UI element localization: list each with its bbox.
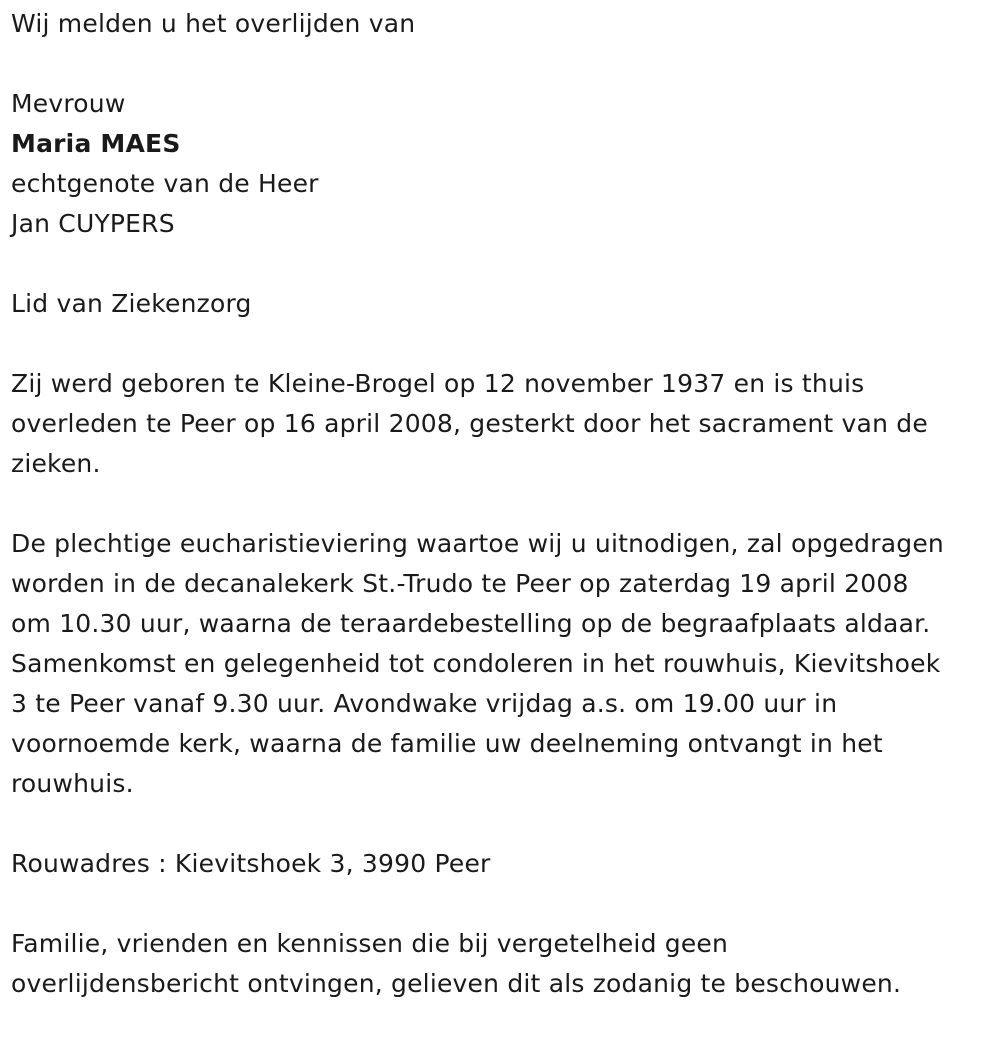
spacer [11, 804, 995, 844]
birth-death-paragraph [11, 364, 995, 484]
text-line: om 10.30 uur, waarna de teraardebestelling op de begraafplaats aldaar. [11, 609, 931, 638]
text-line: rouwhuis. [11, 769, 134, 798]
text-line: Samenkomst en gelegenheid tot condoleren in het rouwhuis, Kievitshoek [11, 649, 941, 678]
text-line: De plechtige eucharistieviering waartoe wij u uitnodigen, zal opgedragen [11, 529, 944, 558]
spacer [11, 324, 995, 364]
ceremony-paragraph [11, 524, 995, 804]
text-line: Zij werd geboren te Kleine-Brogel op 12 november 1937 en is thuis [11, 369, 865, 398]
text-line: 3 te Peer vanaf 9.30 uur. Avondwake vrijdag a.s. om 19.00 uur in [11, 689, 838, 718]
spacer [11, 44, 995, 84]
salutation: Mevrouw [11, 89, 126, 118]
deceased-name: Maria MAES [11, 129, 181, 158]
text-line: voornoemde kerk, waarna de familie uw deelneming ontvangt in het [11, 729, 883, 758]
text-line: worden in de decanalekerk St.-Trudo te Peer op zaterdag 19 april 2008 [11, 569, 909, 598]
spouse-name: Jan CUYPERS [11, 209, 175, 238]
text-line: Familie, vrienden en kennissen die bij vergetelheid geen [11, 929, 729, 958]
membership-line: Lid van Ziekenzorg [11, 289, 252, 318]
spacer [11, 244, 995, 284]
relation-line: echtgenote van de Heer [11, 169, 319, 198]
text-line: zieken. [11, 449, 101, 478]
intro-line: Wij melden u het overlijden van [11, 9, 416, 38]
closing-paragraph [11, 924, 995, 1004]
death-notice [11, 4, 995, 1004]
spacer [11, 884, 995, 924]
spacer [11, 484, 995, 524]
address-line: Rouwadres : Kievitshoek 3, 3990 Peer [11, 849, 491, 878]
text-line: overleden te Peer op 16 april 2008, gesterkt door het sacrament van de [11, 409, 928, 438]
text-line: overlijdensbericht ontvingen, gelieven dit als zodanig te beschouwen. [11, 969, 902, 998]
